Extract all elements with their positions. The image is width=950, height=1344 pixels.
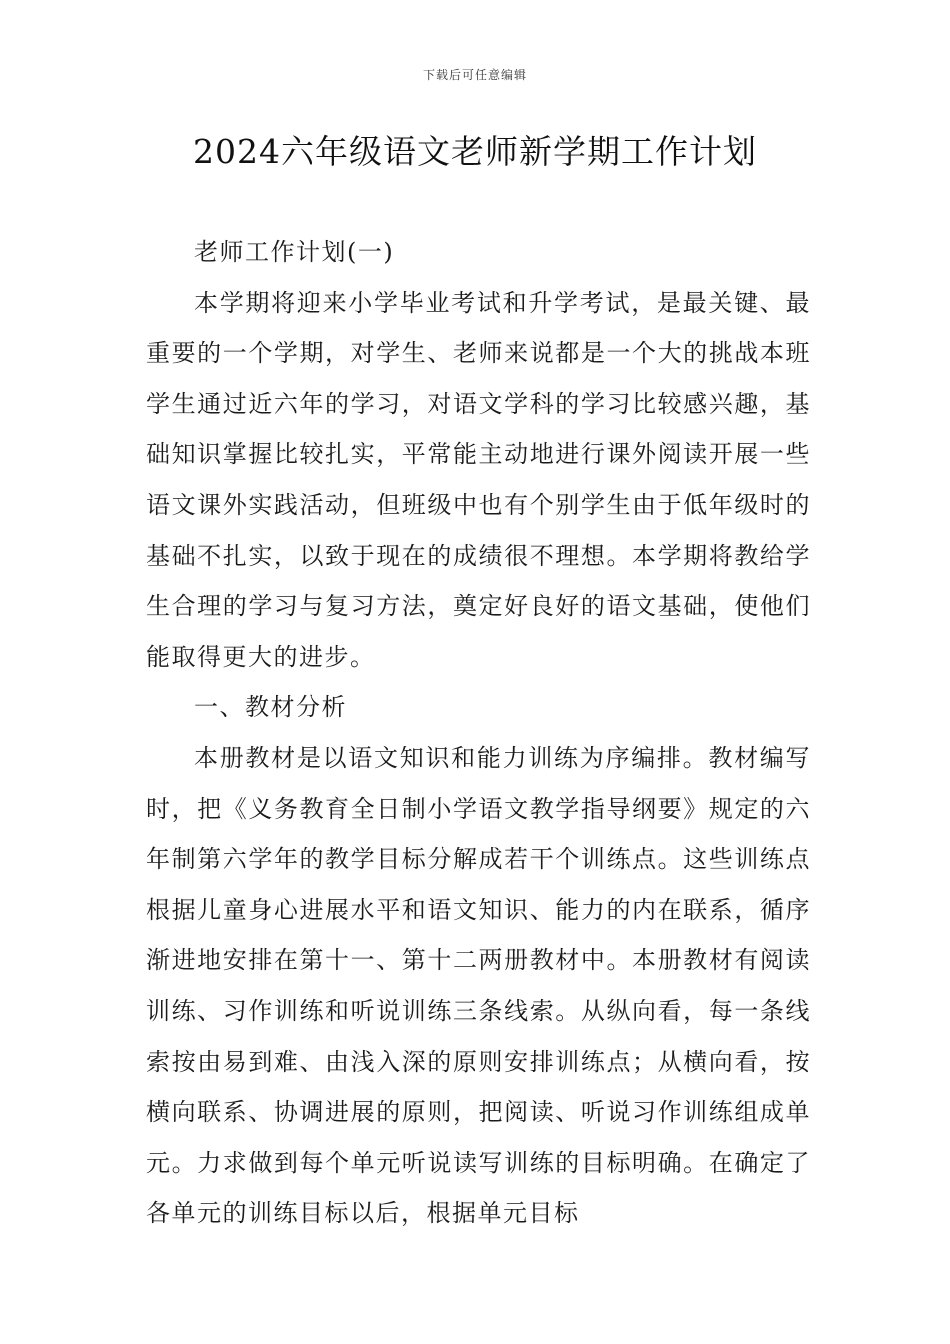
section-heading-plan: 老师工作计划(一) [194, 238, 395, 266]
document-body [146, 227, 811, 1239]
header-note: 下载后可任意编辑 [422, 68, 527, 82]
document-title: 2024六年级语文老师新学期工作计划 [193, 132, 757, 171]
body-paragraph: 本学期将迎来小学毕业考试和升学考试，是最关键、最重要的一个学期，对学生、老师来说都是一个大的挑战本班学生通过近六年的学习，对语文学科的学习比较感兴趣，基础知识掌握比较扎实，平常能主动地进行课外阅读开展一些语文课外实践活动，但班级中也有个别学生由于低年级时的基础不扎实，以致于现在的成绩很不理想。本学期将教给学生合理的学习与复习方法，奠定好良好的语文基础，使他们能取得更大的进步。 [146, 288, 811, 671]
section-heading-analysis: 一、教材分析 [194, 693, 347, 722]
body-paragraph: 本册教材是以语文知识和能力训练为序编排。教材编写时，把《义务教育全日制小学语文教学指导纲要》规定的六年制第六学年的教学目标分解成若干个训练点。这些训练点根据儿童身心进展水平和语文知识、能力的内在联系，循序渐进地安排在第十一、第十二两册教材中。本册教材有阅读训练、习作训练和听说训练三条线索。从纵向看，每一条线索按由易到难、由浅入深的原则安排训练点；从横向看，按横向联系、协调进展的原则，把阅读、听说习作训练组成单元。力求做到每个单元听说读写训练的目标明确。在确定了各单元的训练目标以后，根据单元目标 [146, 743, 811, 1228]
